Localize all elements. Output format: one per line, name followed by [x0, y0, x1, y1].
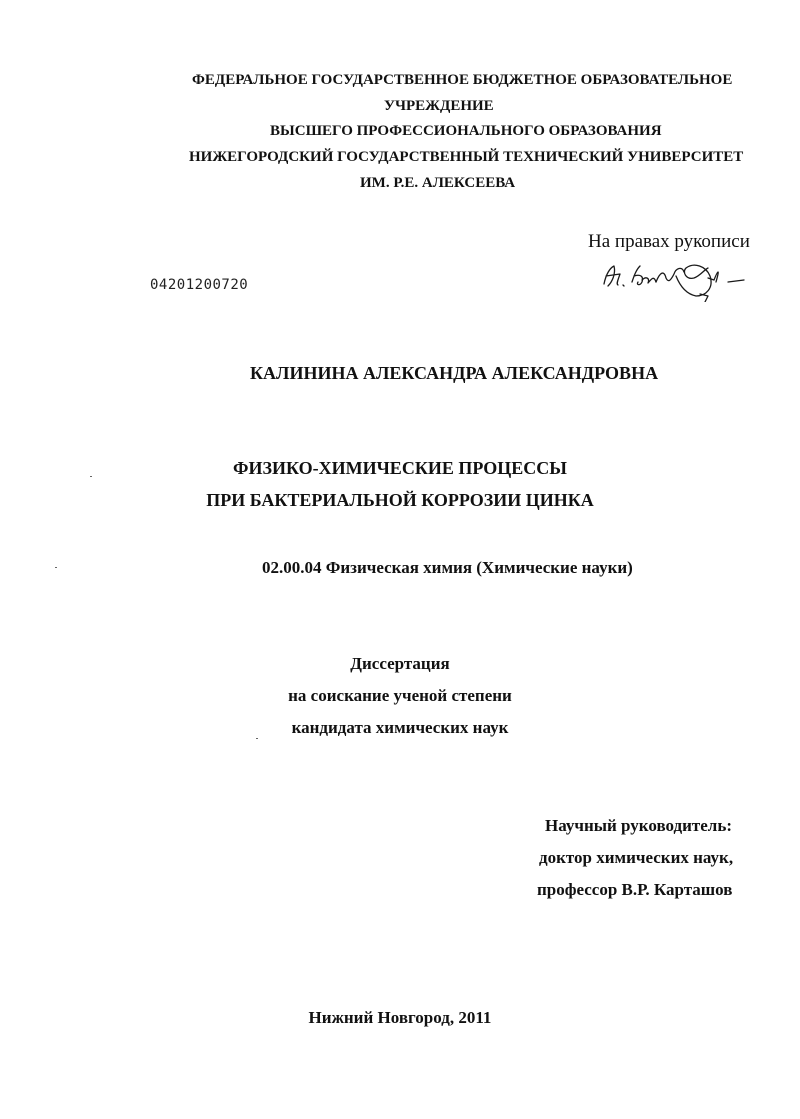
degree-line-1: Диссертация	[350, 654, 450, 673]
supervisor-line-2: доктор химических наук,	[539, 848, 734, 867]
header-line-2: УЧРЕЖДЕНИЕ	[384, 98, 494, 114]
author-name: КАЛИНИНА АЛЕКСАНДРА АЛЕКСАНДРОВНА	[250, 363, 659, 383]
catalog-code: 04201200720	[150, 277, 249, 293]
supervisor-line-3: профессор В.Р. Карташов	[537, 880, 733, 899]
scan-speck	[55, 567, 57, 568]
city-year: Нижний Новгород, 2011	[308, 1008, 492, 1027]
header-line-5: ИМ. Р.Е. АЛЕКСЕЕВА	[360, 175, 516, 191]
signature-image	[596, 252, 756, 302]
header-line-4: НИЖЕГОРОДСКИЙ ГОСУДАРСТВЕННЫЙ ТЕХНИЧЕСКИЙ УНИВЕРСИТЕТ	[189, 149, 744, 165]
scan-speck	[90, 476, 92, 477]
header-line-1: ФЕДЕРАЛЬНОЕ ГОСУДАРСТВЕННОЕ БЮДЖЕТНОЕ ОБРАЗОВАТЕЛЬНОЕ	[192, 72, 733, 88]
manuscript-note: На правах рукописи	[588, 231, 750, 252]
degree-line-3: кандидата химических наук	[291, 718, 509, 737]
specialty: 02.00.04 Физическая химия (Химические науки)	[262, 558, 633, 577]
title-line-1: ФИЗИКО-ХИМИЧЕСКИЕ ПРОЦЕССЫ	[233, 458, 567, 478]
title-line-2: ПРИ БАКТЕРИАЛЬНОЙ КОРРОЗИИ ЦИНКА	[206, 490, 594, 510]
degree-line-2: на соискание ученой степени	[288, 686, 512, 705]
supervisor-line-1: Научный руководитель:	[545, 816, 732, 835]
header-line-3: ВЫСШЕГО ПРОФЕССИОНАЛЬНОГО ОБРАЗОВАНИЯ	[270, 123, 662, 139]
scan-speck	[256, 738, 258, 739]
